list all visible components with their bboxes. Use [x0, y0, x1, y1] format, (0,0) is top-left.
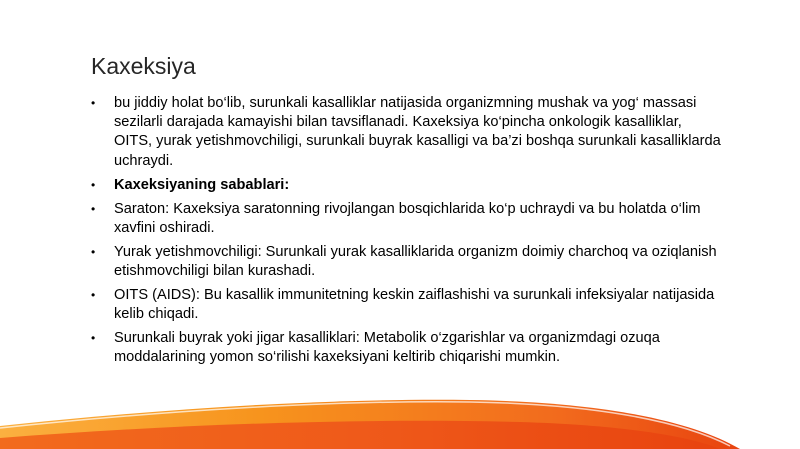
bullet-marker: • [91, 331, 96, 346]
bullet-item [91, 243, 721, 281]
bullet-marker: • [91, 96, 96, 110]
bullet-marker: • [91, 288, 96, 303]
bullet-text: OITS (AIDS): Bu kasallik immunitetning keskin zaiflashishi va surunkali infeksiyalar natijasida kelib chiqadi. [114, 287, 715, 323]
decorative-orange-swoosh [0, 380, 800, 449]
slide-title: Kaxeksiya [91, 53, 196, 79]
bullet-marker: • [91, 244, 96, 259]
bullet-marker: • [91, 201, 96, 216]
bullet-marker: • [91, 177, 96, 192]
bullet-item [91, 200, 721, 238]
bullet-item [91, 286, 721, 324]
bullet-item [91, 329, 721, 367]
bullet-text: Surunkali buyrak yoki jigar kasalliklari: Metabolik o‘zgarishlar va organizmdagi ozuqa moddalarining yomon so‘rilishi kaxeksiyani keltirib chiqarishi mumkin. [114, 330, 660, 366]
bullet-text: Kaxeksiyaning sabablari: [114, 176, 290, 193]
bullet-item-heading [91, 176, 721, 195]
bullet-text: Yurak yetishmovchiligi: Surunkali yurak kasalliklarida organizm doimiy charchoq va oziqlanish etishmovchiligi bilan kurashadi. [114, 243, 717, 280]
bullet-list [91, 94, 721, 372]
bullet-text: bu jiddiy holat bo‘lib, surunkali kasalliklar natijasida organizmning mushak va yog‘ massasi sezilarli darajada kamayishi bilan tavsiflanadi. Kaxeksiya ko‘pincha onkologik kasalliklar, OITS, yurak yetishmovchiligi, surunkali buyrak kasalligi va ba’zi boshqa surunkali kasalliklarda uchraydi. [114, 95, 721, 169]
bullet-item [91, 94, 721, 171]
bullet-text: Saraton: Kaxeksiya saratonning rivojlangan bosqichlarida ko‘p uchraydi va bu holatda o‘lim xavfini oshiradi. [114, 200, 701, 236]
